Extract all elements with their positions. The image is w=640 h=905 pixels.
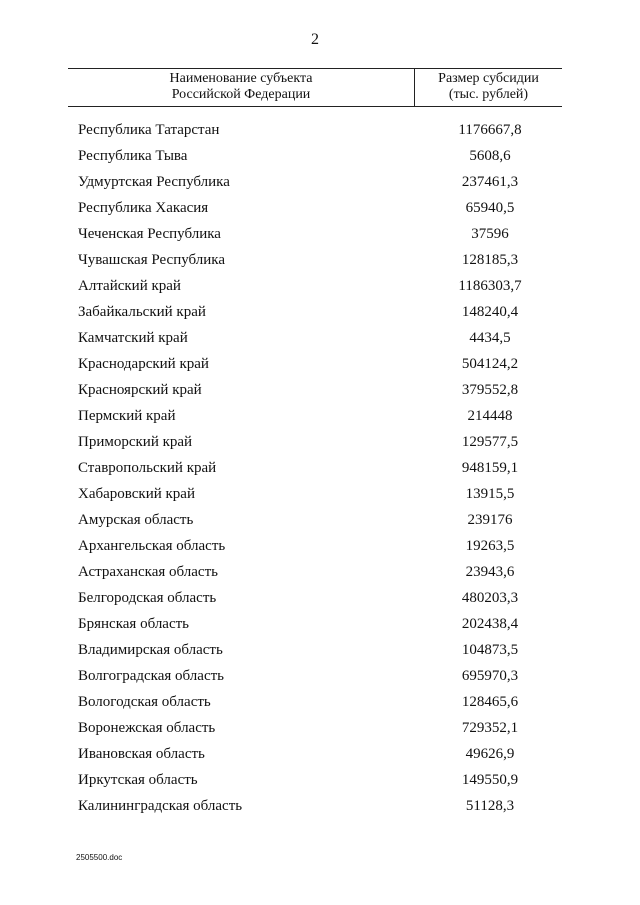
subject-name: Забайкальский край xyxy=(78,304,206,320)
table-row xyxy=(0,353,640,379)
subject-name: Республика Татарстан xyxy=(78,122,220,138)
header-subject-line2: Российской Федерации xyxy=(171,87,311,102)
subsidy-amount: 729352,1 xyxy=(461,720,519,736)
table-row xyxy=(0,379,640,405)
table-row xyxy=(0,535,640,561)
subject-name: Иркутская область xyxy=(78,772,198,788)
subject-name: Республика Хакасия xyxy=(78,200,209,216)
table-row xyxy=(0,275,640,301)
table-row xyxy=(0,509,640,535)
table-row xyxy=(0,717,640,743)
subsidy-amount: 695970,3 xyxy=(461,668,519,684)
subsidy-amount: 13915,5 xyxy=(465,486,515,502)
header-subject-line1: Наименование субъекта xyxy=(169,71,313,86)
subsidy-amount: 379552,8 xyxy=(461,382,519,398)
subsidy-amount: 202438,4 xyxy=(461,616,519,632)
subsidy-amount: 4434,5 xyxy=(469,330,511,346)
subject-name: Приморский край xyxy=(78,434,193,450)
subject-name: Воронежская область xyxy=(78,720,216,736)
subject-name: Краснодарский край xyxy=(78,356,209,372)
table-row xyxy=(0,483,640,509)
document-filename: 2505500.doc xyxy=(76,853,123,862)
subject-name: Хабаровский край xyxy=(78,486,195,502)
subsidy-amount: 128185,3 xyxy=(461,252,519,268)
subsidy-amount: 37596 xyxy=(471,226,509,242)
subsidy-amount: 5608,6 xyxy=(469,148,511,164)
table-row xyxy=(0,795,640,821)
header-amount-line2: (тыс. рублей) xyxy=(448,87,529,102)
table-row xyxy=(0,223,640,249)
subject-name: Красноярский край xyxy=(78,382,202,398)
subject-name: Алтайский край xyxy=(78,278,181,294)
table-header xyxy=(68,68,562,107)
table-row xyxy=(0,197,640,223)
table-row xyxy=(0,301,640,327)
table-row xyxy=(0,171,640,197)
table-body xyxy=(0,119,640,821)
header-amount-line1: Размер субсидии xyxy=(438,71,539,86)
subsidy-amount: 65940,5 xyxy=(465,200,515,216)
header-subject-name xyxy=(68,71,414,103)
subject-name: Волгоградская область xyxy=(78,668,224,684)
subject-name: Чувашская Республика xyxy=(78,252,226,268)
subject-name: Чеченская Республика xyxy=(78,226,221,242)
subject-name: Вологодская область xyxy=(78,694,211,710)
table-row xyxy=(0,457,640,483)
subsidy-amount: 49626,9 xyxy=(465,746,515,762)
table-row xyxy=(0,327,640,353)
subsidy-amount: 149550,9 xyxy=(461,772,519,788)
table-row xyxy=(0,691,640,717)
subject-name: Калининградская область xyxy=(78,798,243,814)
subject-name: Удмуртская Республика xyxy=(78,174,230,190)
header-subsidy-amount xyxy=(415,71,562,103)
subsidy-amount: 104873,5 xyxy=(461,642,519,658)
table-row xyxy=(0,665,640,691)
subsidy-amount: 237461,3 xyxy=(461,174,519,190)
subject-name: Брянская область xyxy=(78,616,190,632)
subsidy-amount: 1186303,7 xyxy=(458,278,522,294)
table-row xyxy=(0,405,640,431)
table-row xyxy=(0,145,640,171)
subject-name: Белгородская область xyxy=(78,590,217,606)
subsidy-amount: 239176 xyxy=(467,512,513,528)
subsidy-amount: 480203,3 xyxy=(461,590,519,606)
subject-name: Астраханская область xyxy=(78,564,218,580)
subject-name: Владимирская область xyxy=(78,642,223,658)
subject-name: Ивановская область xyxy=(78,746,205,762)
subject-name: Амурская область xyxy=(78,512,194,528)
subsidy-amount: 1176667,8 xyxy=(458,122,522,138)
table-row xyxy=(0,639,640,665)
table-row xyxy=(0,613,640,639)
subsidy-amount: 128465,6 xyxy=(461,694,519,710)
subsidy-amount: 19263,5 xyxy=(465,538,515,554)
subject-name: Камчатский край xyxy=(78,330,188,346)
subsidy-amount: 214448 xyxy=(467,408,513,424)
table-row xyxy=(0,431,640,457)
subsidy-amount: 504124,2 xyxy=(461,356,519,372)
subsidy-amount: 129577,5 xyxy=(461,434,519,450)
subject-name: Ставропольский край xyxy=(78,460,217,476)
subsidy-amount: 948159,1 xyxy=(461,460,519,476)
table-row xyxy=(0,587,640,613)
table-row xyxy=(0,743,640,769)
subsidy-amount: 51128,3 xyxy=(465,798,515,814)
page-number: 2 xyxy=(311,31,319,48)
table-row xyxy=(0,249,640,275)
subsidy-amount: 148240,4 xyxy=(461,304,519,320)
subject-name: Архангельская область xyxy=(78,538,226,554)
subsidy-amount: 23943,6 xyxy=(465,564,515,580)
table-row xyxy=(0,119,640,145)
subject-name: Пермский край xyxy=(78,408,176,424)
table-row xyxy=(0,561,640,587)
subject-name: Республика Тыва xyxy=(78,148,188,164)
table-row xyxy=(0,769,640,795)
